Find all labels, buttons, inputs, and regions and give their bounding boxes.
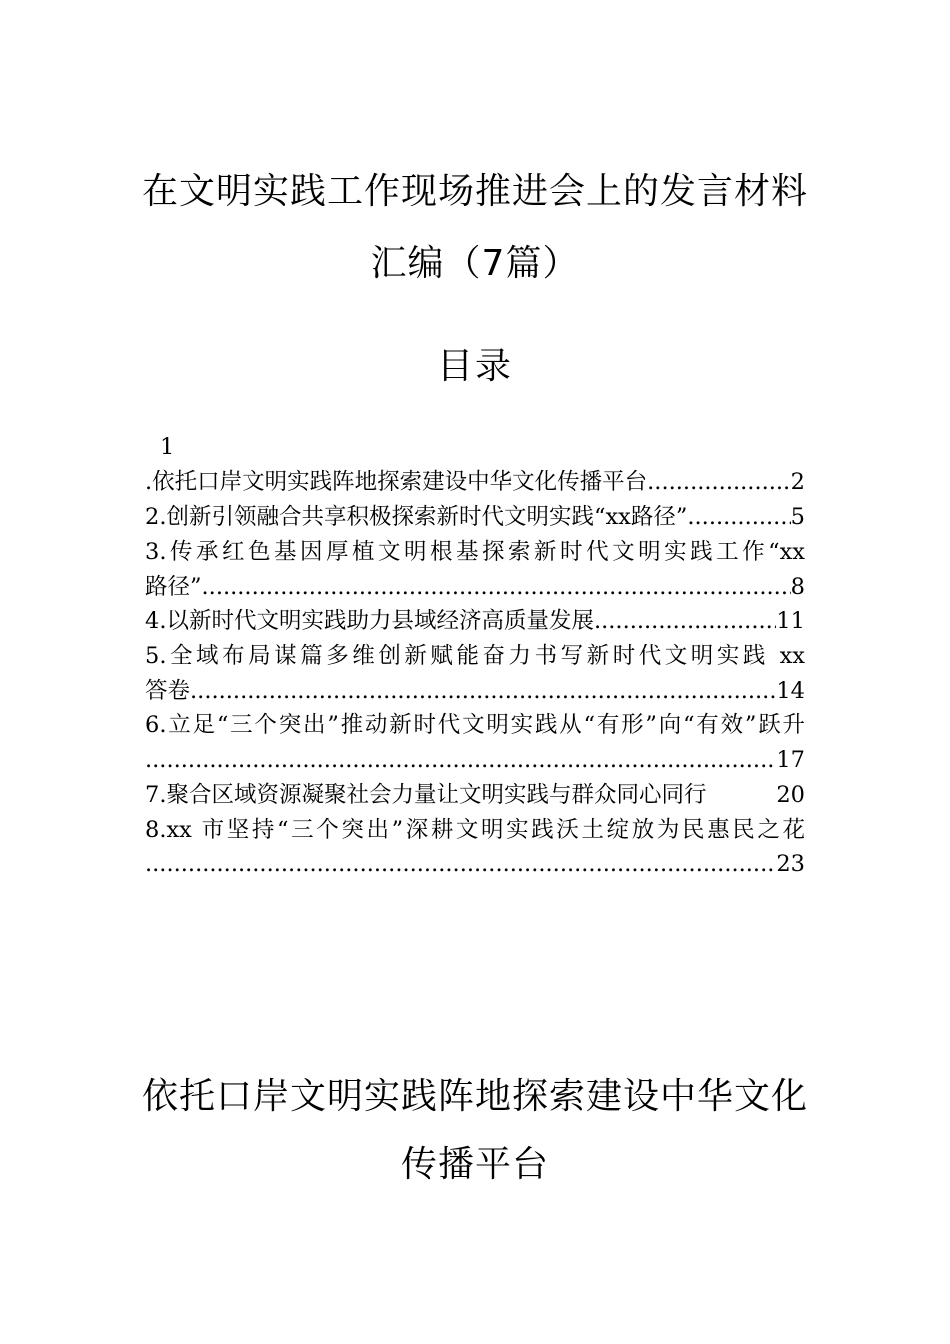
toc-entry-text: 3.传承红色基因厚植文明根基探索新时代文明实践工作“xx bbox=[145, 539, 805, 565]
toc-entry-text: 2.创新引领融合共享积极探索新时代文明实践“xx路径” bbox=[145, 504, 688, 530]
toc-entry-5-continued[interactable] bbox=[145, 674, 805, 708]
toc-entry-text: .依托口岸文明实践阵地探索建设中华文化传播平台 bbox=[145, 469, 648, 495]
toc-entry-5[interactable] bbox=[145, 639, 805, 673]
toc-leader-dots bbox=[190, 674, 776, 708]
toc-entry-2[interactable] bbox=[145, 500, 805, 534]
toc-entry-text: 6.立足“三个突出”推动新时代文明实践从“有形”向“有效”跃升 bbox=[145, 712, 805, 738]
toc-leader-dots bbox=[647, 465, 791, 499]
toc-entry-1[interactable] bbox=[145, 465, 805, 499]
toc-entry-3-continued[interactable] bbox=[145, 570, 805, 604]
toc-entry-8[interactable] bbox=[145, 813, 805, 847]
toc-entry-continuation: 答卷 bbox=[145, 678, 191, 704]
toc-entry-page: 11 bbox=[776, 608, 805, 634]
toc-entry-page: 17 bbox=[776, 747, 805, 773]
toc-leader-dots bbox=[594, 604, 776, 638]
toc-leader-dots bbox=[145, 847, 776, 881]
toc-leader-dots bbox=[687, 500, 790, 534]
toc-entry-text: 7.聚合区域资源凝聚社会力量让文明实践与群众同心同行 bbox=[145, 782, 707, 808]
toc-entry-page: 20 bbox=[776, 782, 805, 808]
section-title-line-2: 传播平台 bbox=[400, 1144, 549, 1185]
toc-entry-page: 23 bbox=[776, 851, 805, 877]
document-title-line-2: 汇编（7篇） bbox=[370, 243, 580, 284]
toc-first-number: 1 bbox=[160, 434, 175, 460]
toc-entry-continuation: 路径” bbox=[145, 574, 202, 600]
toc-entry-text: 8.xx 市坚持“三个突出”深耕文明实践沃土绽放为民惠民之花 bbox=[145, 817, 805, 843]
document-title-line-1: 在文明实践工作现场推进会上的发言材料 bbox=[141, 171, 808, 212]
toc-entry-page: 14 bbox=[776, 678, 805, 704]
toc-entry-6-continued[interactable] bbox=[145, 743, 805, 777]
toc-entry-page: 2 bbox=[790, 469, 805, 495]
toc-leader-dots bbox=[145, 743, 776, 777]
toc-entry-3[interactable] bbox=[145, 535, 805, 569]
toc-entry-page: 8 bbox=[790, 574, 805, 600]
toc-heading: 目录 bbox=[436, 346, 513, 387]
toc-entry-6[interactable] bbox=[145, 708, 805, 742]
section-title-line-1: 依托口岸文明实践阵地探索建设中华文化 bbox=[141, 1076, 808, 1117]
toc-entry-8-continued[interactable] bbox=[145, 847, 805, 881]
toc-entry-text: 5.全域布局谋篇多维创新赋能奋力书写新时代文明实践 xx bbox=[145, 643, 805, 669]
toc-entry-4[interactable] bbox=[145, 604, 805, 638]
toc-leader-dots bbox=[202, 570, 791, 604]
toc-entry-page: 5 bbox=[790, 504, 805, 530]
toc-entry-7[interactable] bbox=[145, 778, 805, 812]
toc-entry-text: 4.以新时代文明实践助力县域经济高质量发展 bbox=[145, 608, 594, 634]
